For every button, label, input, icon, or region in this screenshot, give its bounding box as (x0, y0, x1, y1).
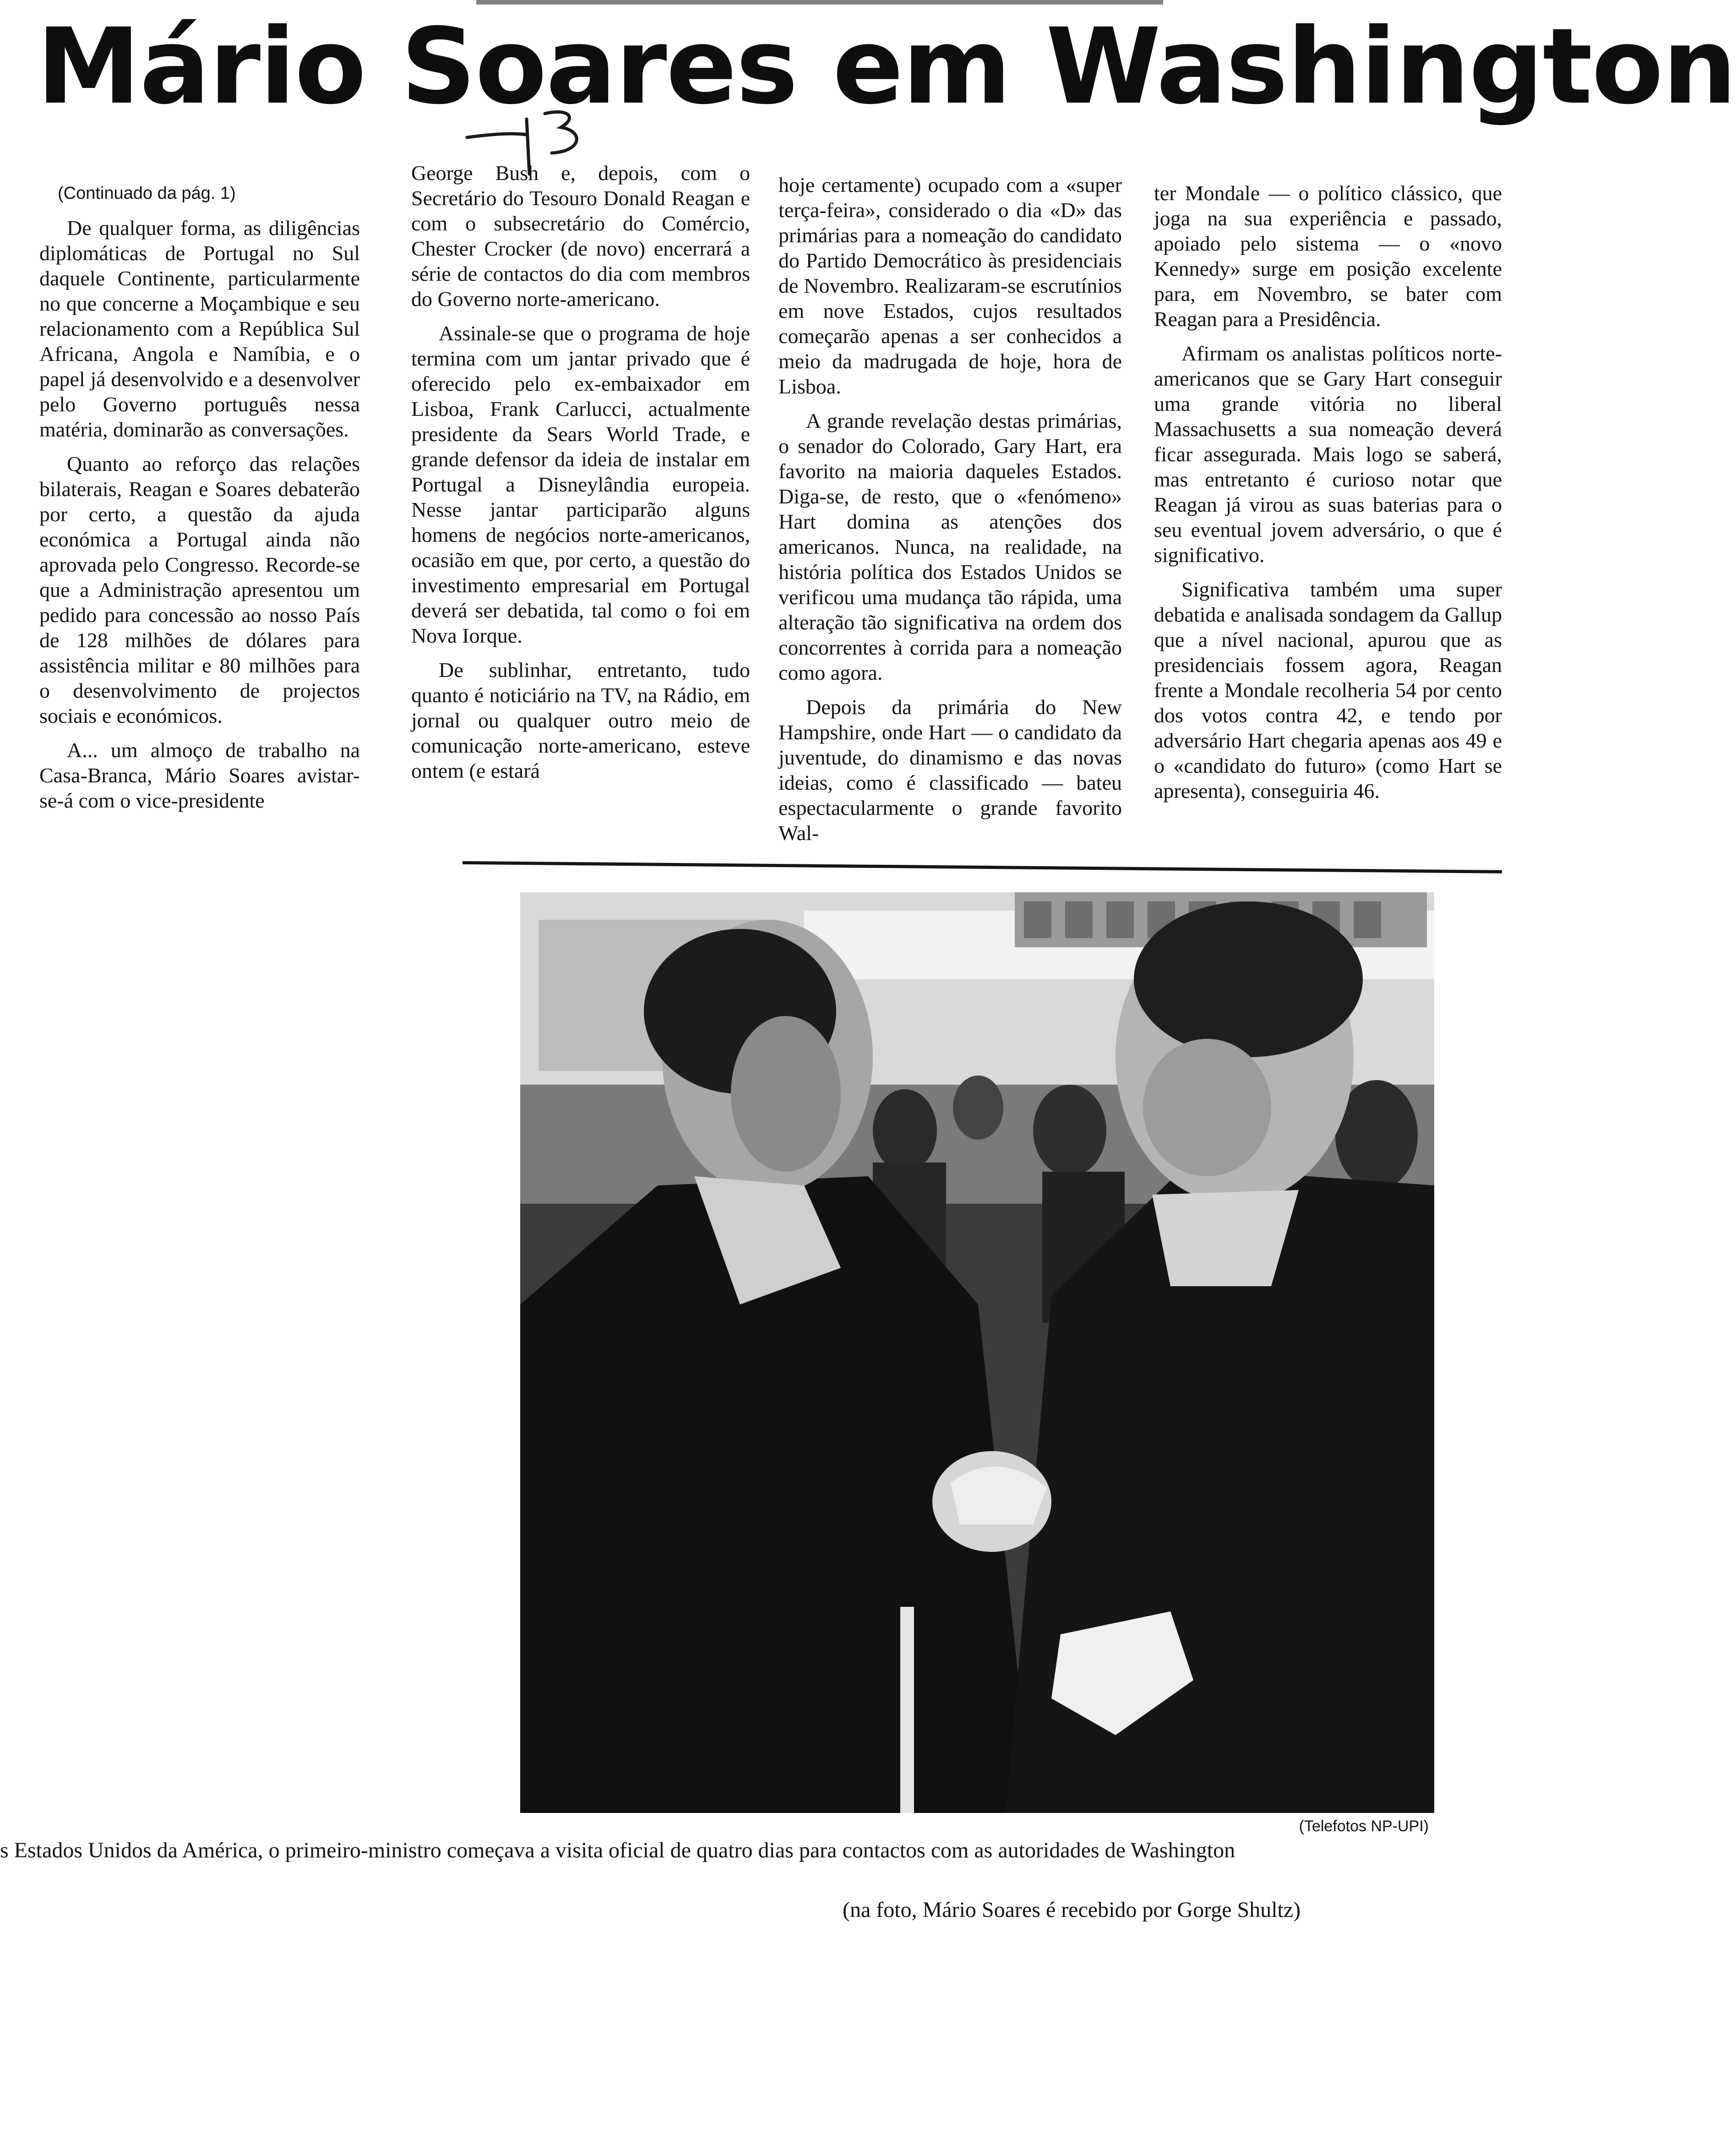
paragraph: Quanto ao reforço das relações bilaterais, Reagan e Soares debaterão por certo, a questão da ajuda económica a Portugal ainda não aprovada pelo Congresso. Recorde-se que a Administração apresentou um pedido para concessão ao nosso País de 128 milhões de dólares para assistência militar e 80 milhões para o desenvolvimento de projectos sociais e económicos. (39, 452, 360, 727)
paragraph: A grande revelação destas primárias, o senador do Colorado, Gary Hart, era favorito na maioria daqueles Estados. Diga-se, de resto, que o «fenómeno» Hart domina as atenções dos americanos. Nunca, na realidade, na história política dos Estados Unidos se verificou uma mudança tão rápida, uma alteração tão significativa na ordem dos concorrentes à corrida para a nomeação como agora. (778, 409, 1122, 684)
article-column-4 (1154, 180, 1502, 813)
section-divider (463, 861, 1502, 873)
headline: Mário Soares em Washington (37, 5, 1736, 127)
continued-note: (Continuado da pág. 1) (58, 184, 236, 203)
photo-credit: (Telefotos NP-UPI) (1299, 1818, 1429, 1835)
paragraph: Assinale-se que o programa de hoje termina com um jantar privado que é oferecido pelo ex-embaixador em Lisboa, Frank Carlucci, actualmente presidente da Sears World Trade, e grande defensor da ideia de instalar em Portugal a Disneylândia europeia. Nesse jantar participarão alguns homens de negócios norte-americanos, ocasião em que, por certo, a questão do investimento empresarial em Portugal deverá ser debatida, tal como o foi em Nova Iorque. (411, 322, 750, 647)
photo-caption-detail: (na foto, Mário Soares é recebido por Gorge Shultz) (843, 1898, 1301, 1922)
news-photo (520, 892, 1434, 1813)
article-column-1 (39, 182, 360, 822)
scan-edge (476, 0, 1163, 5)
photo-caption: s Estados Unidos da América, o primeiro-ministro começava a visita oficial de quatro dias para contactos com as autoridades de Washington (0, 1838, 1235, 1862)
paragraph: De sublinhar, entretanto, tudo quanto é noticiário na TV, na Rádio, em jornal ou qualquer outro meio de comunicação norte-americano, esteve ontem (e estará (411, 658, 750, 782)
article-column-3 (778, 172, 1122, 855)
article-column-2 (411, 160, 750, 792)
paragraph: Afirmam os analistas políticos norte-americanos que se Gary Hart conseguir uma grande vitória no liberal Massachusetts a sua nomeação deverá ficar assegurada. Mais logo se saberá, mas entretanto é curioso notar que Reagan já virou as suas baterias para o seu eventual jovem adversário, o que é significativo. (1154, 342, 1502, 567)
paragraph: Depois da primária do New Hampshire, onde Hart — o candidato da juventude, do dinamismo e das novas ideias, como é classificado — bateu espectacularmente o grande favorito Wal- (778, 695, 1122, 845)
photo-illustration (520, 892, 1434, 1813)
paragraph: ter Mondale — o político clássico, que joga na sua experiência e passado, apoiado pelo sistema — o «novo Kennedy» surge em posição excelente para, em Novembro, se bater com Reagan para a Presidência. (1154, 181, 1502, 331)
paragraph: A... um almoço de trabalho na Casa-Branca, Mário Soares avistar-se-á com o vice-presidente (39, 738, 360, 812)
paragraph: George Bush e, depois, com o Secretário do Tesouro Donald Reagan e com o subsecretário do Comércio, Chester Crocker (de novo) encerrará a série de contactos do dia com membros do Governo norte-americano. (411, 161, 750, 311)
paragraph: hoje certamente) ocupado com a «super terça-feira», considerado o dia «D» das primárias para a nomeação do candidato do Partido Democrático às presidenciais de Novembro. Realizaram-se escrutínios em nove Estados, cujos resultados começarão apenas a ser conhecidos a meio da madrugada de hoje, hora de Lisboa. (778, 173, 1122, 398)
paragraph: Significativa também uma super debatida e analisada sondagem da Gallup que a nível nacional, apurou que as presidenciais fossem agora, Reagan frente a Mondale recolheria 54 por cento dos votos contra 42, e tendo por adversário Hart chegaria apenas aos 49 e o «candidato do futuro» (como Hart se apresenta), conseguiria 46. (1154, 578, 1502, 802)
paragraph: De qualquer forma, as diligências diplomáticas de Portugal no Sul daquele Continente, particularmente no que concerne a Moçambique e seu relacionamento com a República Sul Africana, Angola e Namíbia, e o papel já desenvolvido e a desenvolver pelo Governo português nessa matéria, dominarão as conversações. (39, 216, 360, 441)
